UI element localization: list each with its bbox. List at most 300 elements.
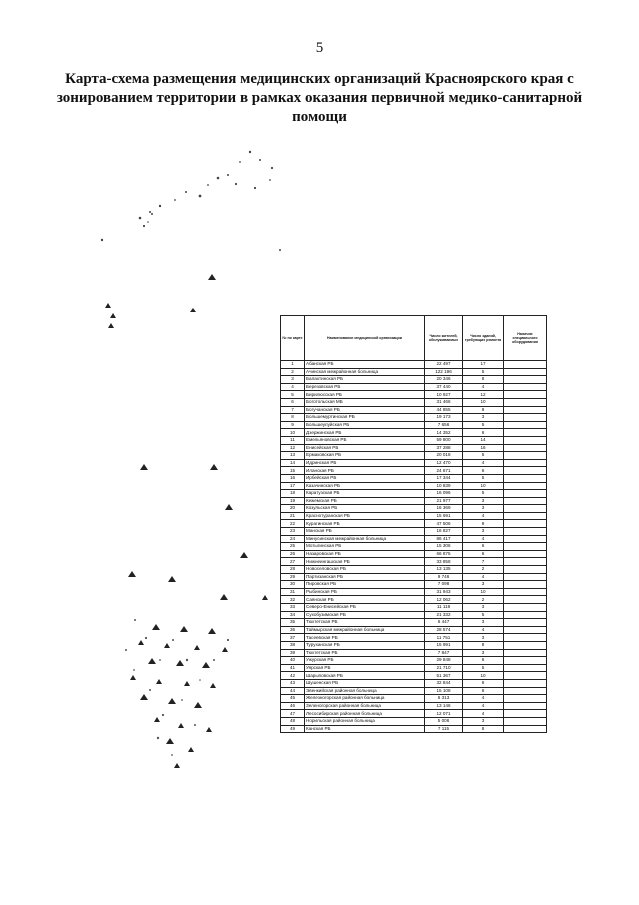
row-count: 3 [463,505,504,513]
table-row [281,634,547,642]
row-name: Пировская РБ [305,581,425,589]
row-name: Иланская РБ [305,467,425,475]
row-count: 9 [463,520,504,528]
row-number: 33 [281,604,305,612]
region-map [90,140,290,780]
row-name: Кежемская РБ [305,497,425,505]
row-value: 7 098 [425,581,463,589]
row-value: 6 447 [425,619,463,627]
row-count: 3 [463,619,504,627]
table-row [281,535,547,543]
row-name: Большемуртинская РБ [305,414,425,422]
table-row [281,641,547,649]
table-row [281,588,547,596]
row-number: 26 [281,550,305,558]
row-name: Каратузская РБ [305,490,425,498]
table-row [281,414,547,422]
row-extra [504,452,547,460]
row-number: 23 [281,528,305,536]
row-number: 7 [281,406,305,414]
row-count: 5 [463,452,504,460]
row-count: 5 [463,490,504,498]
row-value: 122 196 [425,368,463,376]
row-number: 46 [281,702,305,710]
header-cnt: Число зданий, требующих ремонта [463,316,504,361]
row-count: 4 [463,512,504,520]
row-number: 48 [281,717,305,725]
row-name: Курагинская РБ [305,520,425,528]
row-count: 10 [463,482,504,490]
row-extra [504,406,547,414]
row-count: 6 [463,429,504,437]
row-number: 25 [281,543,305,551]
table-row [281,436,547,444]
row-extra [504,558,547,566]
row-count: 5 [463,611,504,619]
row-count: 3 [463,528,504,536]
header-val: Число жителей, обслуживаемых [425,316,463,361]
page-number: 5 [315,40,324,56]
row-count: 3 [463,581,504,589]
row-number: 37 [281,634,305,642]
row-count: 3 [463,634,504,642]
row-name: Лесосибирская районная больница [305,710,425,718]
row-number: 1 [281,361,305,369]
row-extra [504,649,547,657]
table-row [281,558,547,566]
table-row [281,361,547,369]
table-row [281,376,547,384]
row-name: Эвенкийская районная больница [305,687,425,695]
row-value: 7 847 [425,649,463,657]
row-extra [504,414,547,422]
row-value: 24 671 [425,467,463,475]
table-row [281,596,547,604]
row-extra [504,672,547,680]
row-number: 24 [281,535,305,543]
row-count: 8 [463,376,504,384]
row-extra [504,566,547,574]
header-name: Наименование медицинской организации [305,316,425,361]
row-value: 12 062 [425,596,463,604]
row-extra [504,429,547,437]
row-count: 4 [463,459,504,467]
organizations-table-container [280,315,546,733]
row-value: 86 417 [425,535,463,543]
row-name: Большеулуйская РБ [305,421,425,429]
table-row [281,664,547,672]
row-name: Емельяновская РБ [305,436,425,444]
row-value: 21 332 [425,611,463,619]
row-count: 8 [463,641,504,649]
row-count: 6 [463,467,504,475]
table-row [281,421,547,429]
row-name: Назаровская РБ [305,550,425,558]
row-value: 22 497 [425,361,463,369]
row-value: 15 108 [425,687,463,695]
row-name: Балахтинская РБ [305,376,425,384]
row-number: 5 [281,391,305,399]
row-number: 12 [281,444,305,452]
table-row [281,497,547,505]
table-row [281,611,547,619]
map-settlement-markers [105,274,268,768]
row-name: Мотыгинская РБ [305,543,425,551]
table-row [281,406,547,414]
row-count: 6 [463,657,504,665]
row-number: 47 [281,710,305,718]
table-header-row [281,316,547,361]
row-value: 20 018 [425,452,463,460]
row-number: 40 [281,657,305,665]
map-coastline-specks [101,151,281,251]
row-extra [504,710,547,718]
row-extra [504,398,547,406]
row-count: 4 [463,626,504,634]
page-title: Карта-схема размещения медицинских организаций Красноярского края с зонированием территории в рамках оказания первичной медико-санитарной помощи [56,71,583,125]
table-row [281,679,547,687]
row-count: 14 [463,436,504,444]
row-value: 47 506 [425,520,463,528]
row-number: 15 [281,467,305,475]
row-count: 4 [463,702,504,710]
row-count: 2 [463,566,504,574]
row-number: 14 [281,459,305,467]
row-count: 10 [463,398,504,406]
row-number: 30 [281,581,305,589]
row-extra [504,717,547,725]
row-name: Туруханская РБ [305,641,425,649]
row-count: 5 [463,664,504,672]
row-number: 35 [281,619,305,627]
row-extra [504,474,547,482]
row-extra [504,497,547,505]
row-name: Богучанская РБ [305,406,425,414]
table-row [281,505,547,513]
row-number: 19 [281,497,305,505]
row-number: 44 [281,687,305,695]
row-value: 13 146 [425,702,463,710]
table-row [281,368,547,376]
table-row [281,649,547,657]
row-extra [504,467,547,475]
row-count: 5 [463,474,504,482]
row-name: Тюхтетская РБ [305,619,425,627]
row-name: Ирбейская РБ [305,474,425,482]
row-value: 28 574 [425,626,463,634]
row-extra [504,361,547,369]
row-name: Минусинская межрайонная больница [305,535,425,543]
row-value: 7 656 [425,421,463,429]
region-map-svg [90,140,290,780]
row-name: Партизанская РБ [305,573,425,581]
row-value: 17 344 [425,474,463,482]
row-value: 7 115 [425,725,463,733]
row-value: 14 352 [425,429,463,437]
row-extra [504,664,547,672]
row-count: 3 [463,497,504,505]
row-number: 8 [281,414,305,422]
row-count: 16 [463,444,504,452]
row-count: 17 [463,361,504,369]
row-value: 31 943 [425,588,463,596]
table-row [281,528,547,536]
row-name: Казачинская РБ [305,482,425,490]
row-name: Краснотуранская РБ [305,512,425,520]
header-num: № по карте [281,316,305,361]
row-name: Северо-Енисейская РБ [305,604,425,612]
row-value: 11 119 [425,604,463,612]
row-number: 13 [281,452,305,460]
row-value: 33 858 [425,558,463,566]
row-extra [504,687,547,695]
row-extra [504,611,547,619]
row-value: 32 844 [425,679,463,687]
row-value: 16 827 [425,528,463,536]
row-name: Зеленогорская районная больница [305,702,425,710]
row-count: 5 [463,368,504,376]
row-name: Нижнеингашская РБ [305,558,425,566]
table-row [281,398,547,406]
row-count: 3 [463,414,504,422]
row-value: 5 006 [425,717,463,725]
row-extra [504,679,547,687]
table-row [281,383,547,391]
table-row [281,581,547,589]
row-name: Шарыповская РБ [305,672,425,680]
row-count: 8 [463,406,504,414]
row-extra [504,634,547,642]
row-name: Козульская РБ [305,505,425,513]
row-extra [504,573,547,581]
row-name: Новоселовская РБ [305,566,425,574]
row-name: Идринская РБ [305,459,425,467]
row-extra [504,725,547,733]
row-value: 10 927 [425,391,463,399]
row-name: Боготольская МБ [305,398,425,406]
row-extra [504,596,547,604]
row-number: 29 [281,573,305,581]
row-count: 6 [463,679,504,687]
row-name: Норильская районная больница [305,717,425,725]
row-count: 4 [463,695,504,703]
table-row [281,725,547,733]
row-extra [504,505,547,513]
row-name: Ермаковская РБ [305,452,425,460]
row-number: 34 [281,611,305,619]
row-count: 6 [463,543,504,551]
row-value: 51 367 [425,672,463,680]
table-row [281,619,547,627]
row-value: 11 751 [425,634,463,642]
row-name: Енисейская РБ [305,444,425,452]
row-number: 49 [281,725,305,733]
row-number: 20 [281,505,305,513]
row-number: 39 [281,649,305,657]
row-number: 11 [281,436,305,444]
row-number: 31 [281,588,305,596]
table-row [281,543,547,551]
row-count: 12 [463,391,504,399]
row-extra [504,702,547,710]
row-number: 17 [281,482,305,490]
row-value: 12 470 [425,459,463,467]
row-name: Железногорская районная больница [305,695,425,703]
row-value: 12 071 [425,710,463,718]
row-number: 3 [281,376,305,384]
row-name: Ужурская РБ [305,657,425,665]
table-row [281,710,547,718]
row-extra [504,641,547,649]
table-row [281,520,547,528]
row-count: 4 [463,383,504,391]
row-name: Рыбинская РБ [305,588,425,596]
row-number: 18 [281,490,305,498]
row-extra [504,490,547,498]
row-number: 38 [281,641,305,649]
table-row [281,474,547,482]
row-extra [504,581,547,589]
row-count: 4 [463,573,504,581]
row-extra [504,543,547,551]
organizations-table [280,315,547,733]
row-value: 15 991 [425,641,463,649]
row-value: 16 096 [425,490,463,498]
table-row [281,391,547,399]
row-value: 10 839 [425,482,463,490]
table-row [281,702,547,710]
row-extra [504,376,547,384]
table-row [281,482,547,490]
row-count: 3 [463,649,504,657]
row-name: Канская РБ [305,725,425,733]
row-number: 22 [281,520,305,528]
row-value: 6 313 [425,695,463,703]
row-extra [504,444,547,452]
row-extra [504,695,547,703]
row-count: 2 [463,596,504,604]
table-row [281,429,547,437]
row-value: 44 855 [425,406,463,414]
table-row [281,550,547,558]
row-value: 31 466 [425,398,463,406]
table-row [281,467,547,475]
table-row [281,657,547,665]
row-number: 32 [281,596,305,604]
row-name: Манская РБ [305,528,425,536]
row-extra [504,391,547,399]
row-number: 43 [281,679,305,687]
table-row [281,512,547,520]
row-value: 19 173 [425,414,463,422]
row-number: 16 [281,474,305,482]
row-extra [504,588,547,596]
row-extra [504,550,547,558]
row-count: 6 [463,550,504,558]
table-row [281,717,547,725]
row-number: 41 [281,664,305,672]
row-name: Сухобузимская РБ [305,611,425,619]
row-value: 13 135 [425,566,463,574]
row-extra [504,657,547,665]
table-row [281,695,547,703]
row-number: 45 [281,695,305,703]
row-count: 3 [463,717,504,725]
row-number: 2 [281,368,305,376]
row-name: Таймырская межрайонная больница [305,626,425,634]
row-number: 10 [281,429,305,437]
row-count: 7 [463,558,504,566]
row-number: 28 [281,566,305,574]
row-name: Ачинская межрайонная больница [305,368,425,376]
row-number: 42 [281,672,305,680]
row-count: 5 [463,421,504,429]
table-row [281,452,547,460]
row-value: 29 848 [425,657,463,665]
row-name: Тасеевская РБ [305,634,425,642]
row-name: Бирилюсская РБ [305,391,425,399]
row-extra [504,482,547,490]
row-name: Тюхтетская РБ [305,649,425,657]
row-value: 15 306 [425,543,463,551]
row-value: 37 288 [425,444,463,452]
row-extra [504,459,547,467]
row-extra [504,368,547,376]
row-number: 4 [281,383,305,391]
row-extra [504,421,547,429]
row-value: 16 369 [425,505,463,513]
row-name: Саянская РБ [305,596,425,604]
row-count: 10 [463,672,504,680]
row-value: 21 977 [425,497,463,505]
row-number: 6 [281,398,305,406]
table-row [281,459,547,467]
row-count: 10 [463,588,504,596]
table-row [281,626,547,634]
row-value: 21 710 [425,664,463,672]
row-extra [504,520,547,528]
row-extra [504,528,547,536]
table-row [281,672,547,680]
row-value: 37 440 [425,383,463,391]
row-extra [504,535,547,543]
row-name: Дзержинская РБ [305,429,425,437]
table-row [281,687,547,695]
row-number: 27 [281,558,305,566]
row-value: 9 746 [425,573,463,581]
row-number: 9 [281,421,305,429]
row-extra [504,619,547,627]
table-row [281,566,547,574]
row-number: 36 [281,626,305,634]
table-body [281,361,547,733]
table-row [281,444,547,452]
row-value: 20 346 [425,376,463,384]
row-extra [504,512,547,520]
table-row [281,573,547,581]
row-name: Шушенская РБ [305,679,425,687]
row-count: 3 [463,604,504,612]
row-value: 15 691 [425,512,463,520]
row-extra [504,436,547,444]
table-row [281,604,547,612]
row-value: 59 800 [425,436,463,444]
row-extra [504,604,547,612]
row-number: 21 [281,512,305,520]
row-count: 4 [463,535,504,543]
row-name: Абанская РБ [305,361,425,369]
row-extra [504,626,547,634]
